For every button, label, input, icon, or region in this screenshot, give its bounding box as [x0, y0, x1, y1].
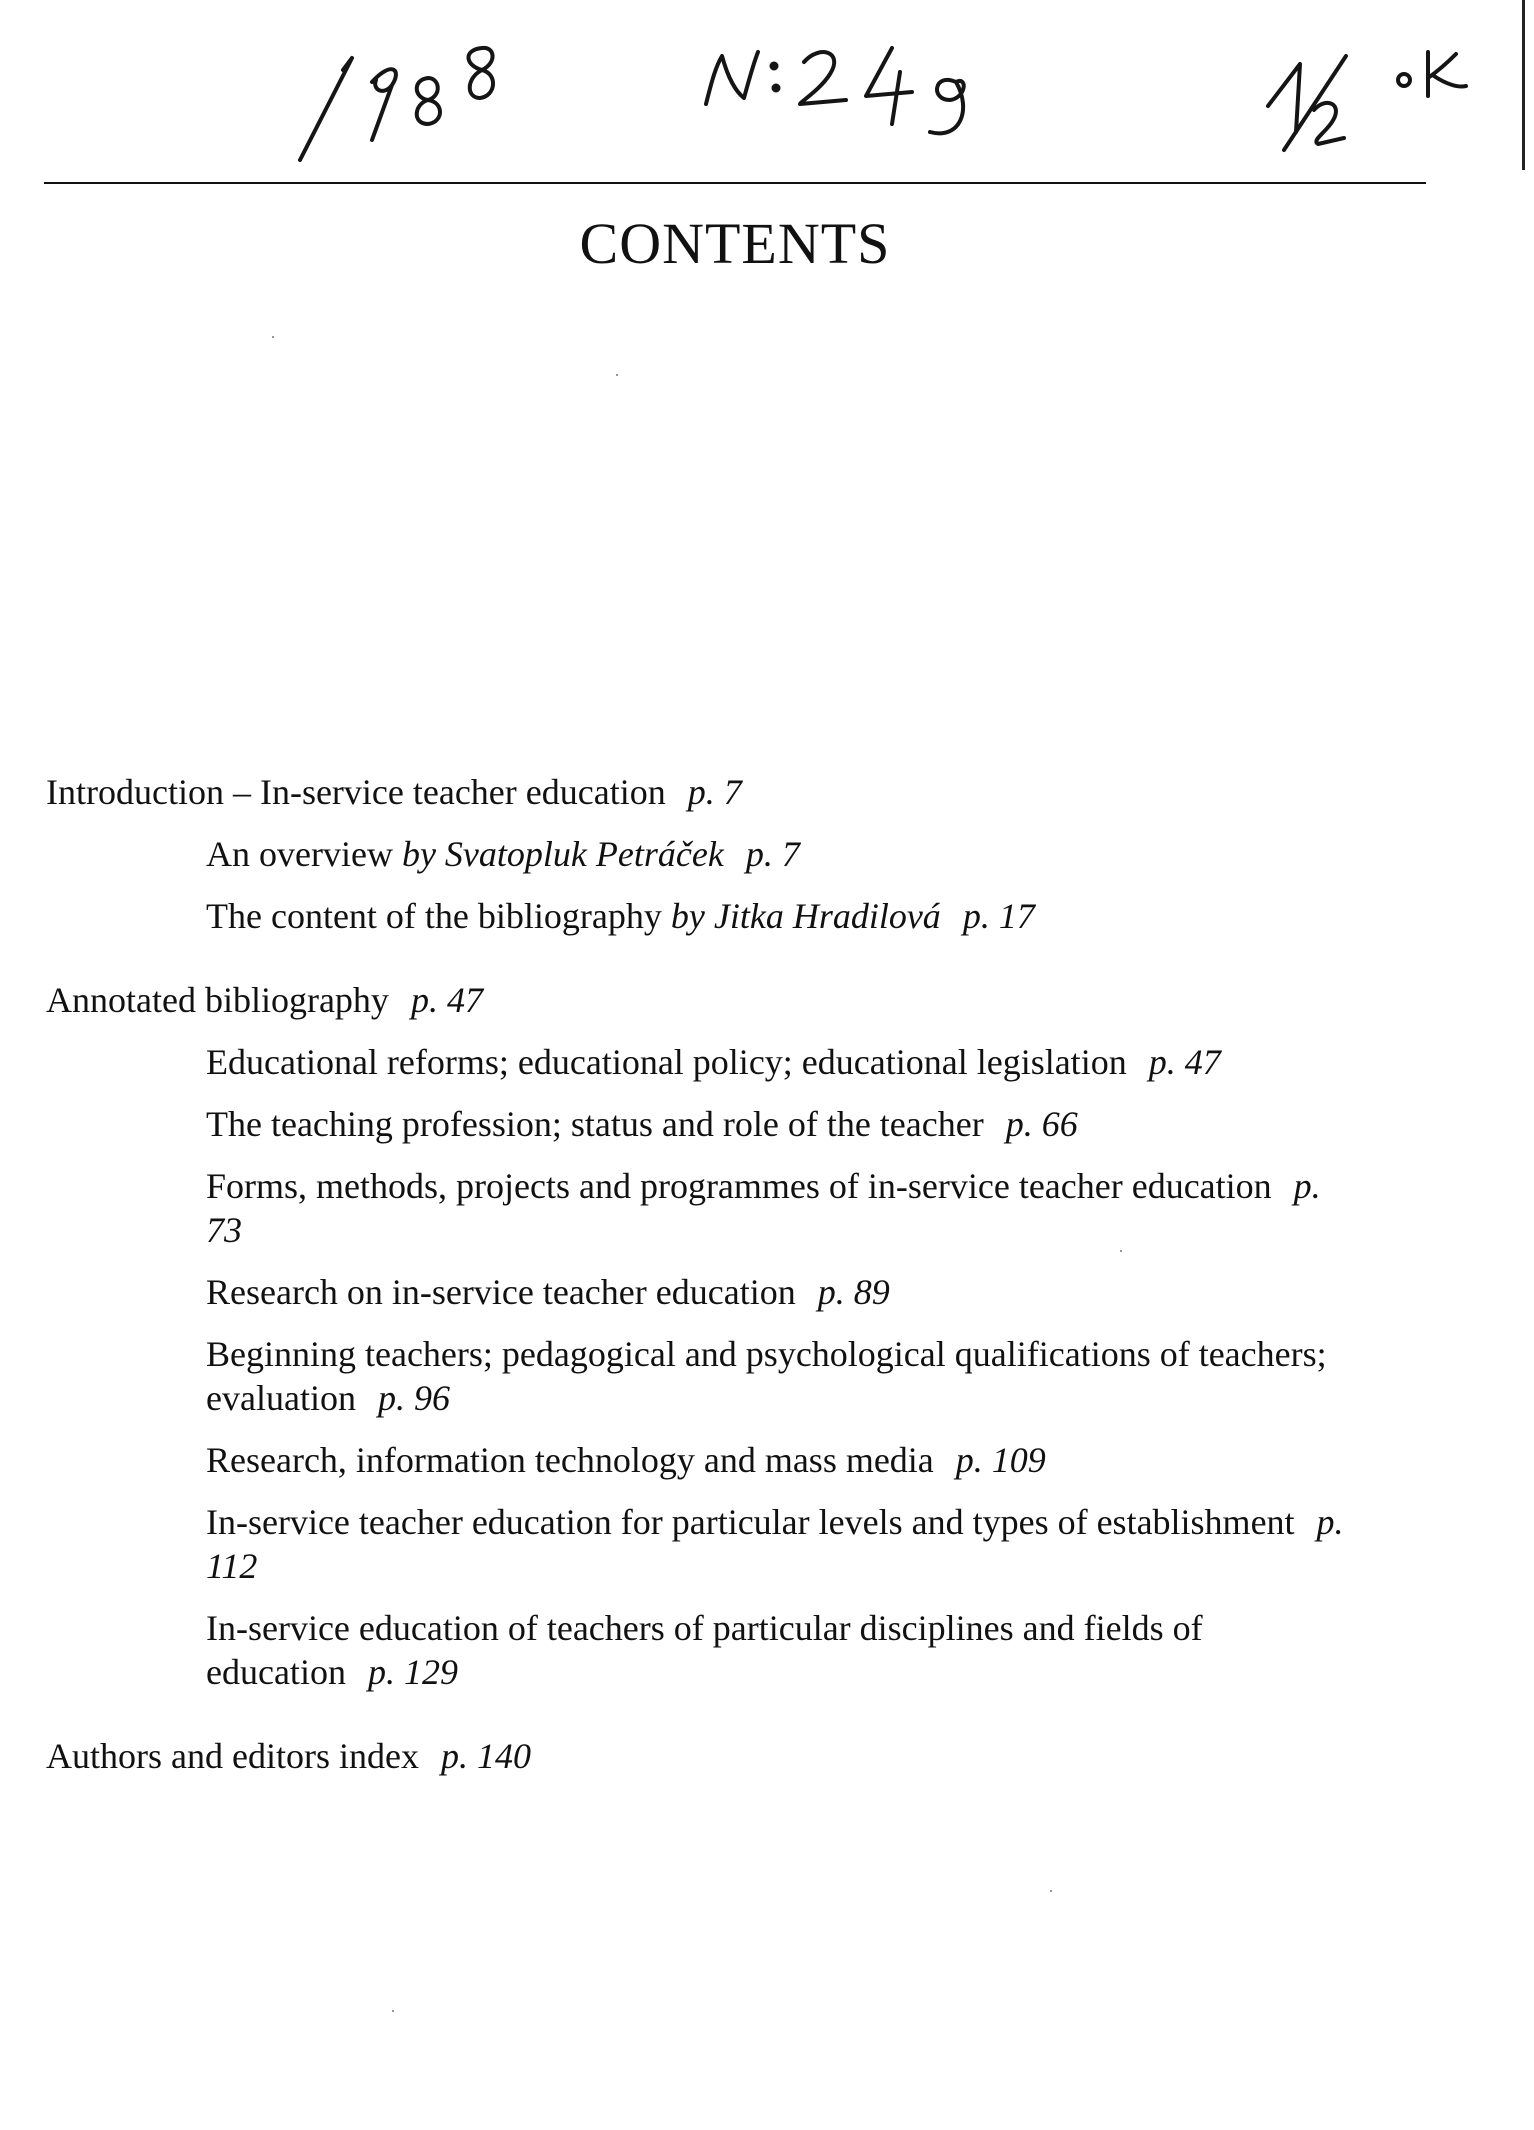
table-of-contents [46, 770, 1486, 1778]
toc-entry-author: by Svatopluk Petráček [401, 834, 724, 874]
toc-entry-title: Research on in-service teacher education [206, 1272, 796, 1312]
toc-entry-title: The teaching profession; status and role of the teacher [206, 1104, 984, 1144]
toc-entry-authors-index[interactable] [46, 1734, 1486, 1778]
toc-entry-page: p. 66 [1005, 1104, 1078, 1144]
toc-entry-information-technology[interactable] [206, 1438, 1346, 1482]
toc-entry-page: p. 109 [955, 1440, 1046, 1480]
toc-entry-beginning-teachers[interactable] [206, 1332, 1346, 1420]
toc-entry-research-in-service[interactable] [206, 1270, 1346, 1314]
scan-speck [392, 2010, 394, 2012]
toc-entry-title: Forms, methods, projects and programmes of in-service teacher education [206, 1166, 1272, 1206]
toc-entry-author: by Jitka Hradilová [670, 896, 941, 936]
toc-entry-page: p. 112 [206, 1502, 1344, 1586]
toc-entry-disciplines-and-fields[interactable] [206, 1606, 1346, 1694]
toc-entry-page: p. 7 [687, 772, 742, 812]
toc-entry-title: Educational reforms; educational policy; educational legislation [206, 1042, 1127, 1082]
toc-entry-page: p. 47 [410, 980, 483, 1020]
toc-entry-title: Introduction – In-service teacher education [46, 772, 666, 812]
toc-entry-content-of-bibliography[interactable] [206, 894, 1346, 938]
toc-entry-page: p. 7 [745, 834, 800, 874]
toc-entry-title: Beginning teachers; pedagogical and psychological qualifications of teachers; evaluation [206, 1334, 1327, 1418]
toc-entry-page: p. 96 [377, 1378, 450, 1418]
scan-speck [272, 336, 274, 338]
toc-entry-page: p. 129 [367, 1652, 458, 1692]
toc-entry-teaching-profession[interactable] [206, 1102, 1346, 1146]
toc-entry-page: p. 140 [440, 1736, 531, 1776]
scan-speck [616, 374, 618, 376]
toc-entry-levels-and-types[interactable] [206, 1500, 1346, 1588]
toc-entry-title: Research, information technology and mass media [206, 1440, 934, 1480]
header-rule [44, 182, 1426, 184]
toc-entry-page: p. 89 [817, 1272, 890, 1312]
page-title: CONTENTS [579, 211, 891, 276]
toc-entry-title: The content of the bibliography [206, 896, 671, 936]
toc-entry-title: Annotated bibliography [46, 980, 389, 1020]
toc-entry-annotated-bibliography[interactable] [46, 978, 1486, 1022]
toc-entry-page: p. 17 [962, 896, 1035, 936]
page-edge-mark [1522, 0, 1525, 170]
toc-entry-title: In-service education of teachers of particular disciplines and fields of education [206, 1608, 1203, 1692]
handwritten-annotations [0, 0, 1534, 180]
toc-entry-overview[interactable] [206, 832, 1346, 876]
toc-entry-page: p. 47 [1148, 1042, 1221, 1082]
scan-speck [1050, 1890, 1052, 1892]
toc-entry-title: Authors and editors index [46, 1736, 419, 1776]
toc-entry-introduction[interactable] [46, 770, 1486, 814]
handwriting-strokes [0, 0, 1534, 180]
toc-entry-title: An overview [206, 834, 402, 874]
toc-entry-educational-reforms[interactable] [206, 1040, 1346, 1084]
toc-entry-title: In-service teacher education for particular levels and types of establishment [206, 1502, 1295, 1542]
toc-entry-forms-methods[interactable] [206, 1164, 1346, 1252]
toc-entry-page: p. 73 [206, 1166, 1321, 1250]
